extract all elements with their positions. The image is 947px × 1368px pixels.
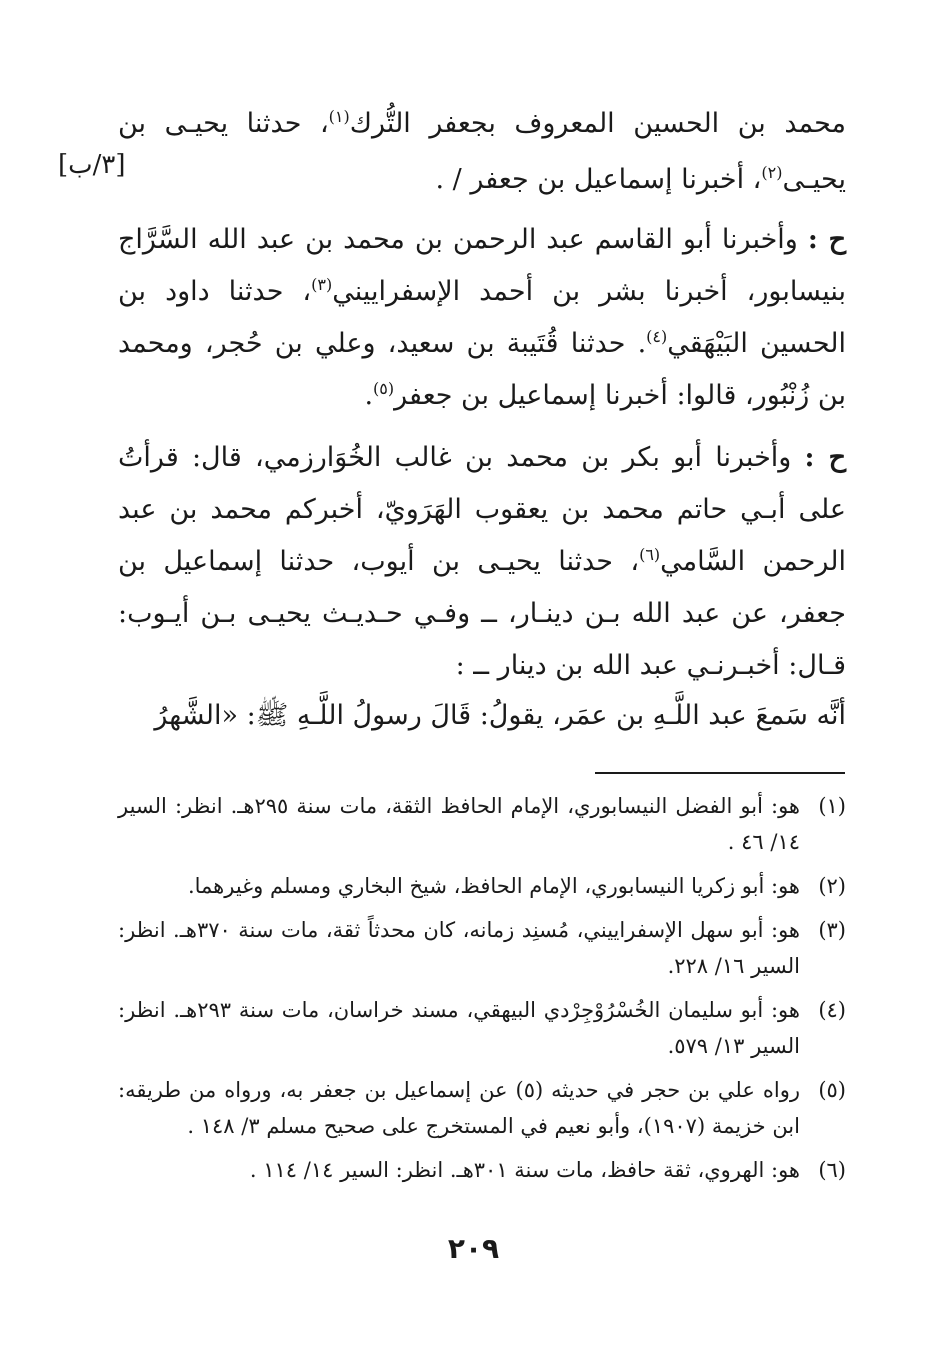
footnote-ref-5: (٥)	[373, 379, 395, 398]
paragraph-2	[118, 214, 846, 422]
paragraph-4-text: أنَّه سَمعَ عبد اللَّـهِ بن عمَر، يقولُ: قَالَ رسولُ اللَّـهِ ﷺ: «الشَّهرُ	[154, 700, 846, 731]
footnote-number: (٥)	[818, 1078, 846, 1102]
page-number: ٢٠٩	[447, 1232, 500, 1265]
paragraph-3	[118, 432, 846, 692]
paragraph-3-lead: ح :	[804, 442, 846, 473]
paragraph-1-text-c: ، أخبرنا إسماعيل بن جعفر / .	[435, 164, 762, 195]
folio-reference: [٣/ب]	[58, 150, 126, 180]
footnote-number: (١)	[818, 794, 846, 818]
footnote-text: هو: أبو زكريا النيسابوري، الإمام الحافظ، شيخ البخاري ومسلم وغيرهما.	[187, 874, 800, 898]
footnote-ref-4: (٤)	[646, 327, 668, 346]
paragraph-1	[118, 96, 846, 208]
footnote-item	[118, 992, 846, 1064]
paragraph-2-text-d: .	[364, 380, 374, 411]
footnote-text: هو: أبو سليمان الخُسْرُوْجِرْدي البيهقي، مسند خراسان، مات سنة ٢٩٣هـ. انظر: السير ١٣/ ٥٧٩.	[118, 998, 800, 1058]
footnote-text: رواه علي بن حجر في حديثه (٥) عن إسماعيل بن جعفر به، ورواه من طريقه: ابن خزيمة (١٩٠٧)، وأبو نعيم في المستخرج على صحيح مسلم ٣/ ١٤٨ .	[118, 1078, 800, 1138]
footnotes	[118, 788, 846, 1196]
paragraph-1-text-a: محمد بن الحسين المعروف بجعفر التُّرك	[349, 108, 846, 139]
paragraph-2-text-c: . حدثنا قُتَيبة بن سعيد، وعلي بن حُجر، ومحمد بن زُنْبُور، قالوا: أخبرنا إسماعيل بن جعفر	[118, 328, 846, 411]
paragraph-2-text-a: وأخبرنا أبو القاسم عبد الرحمن بن محمد بن عبد الله السَّرَّاج بنيسابور، أخبرنا بشر بن أحمد الإسفراييني	[118, 224, 846, 307]
footnote-text: هو: أبو سهل الإسفراييني، مُسنِد زمانه، كان محدثاً ثقة، مات سنة ٣٧٠هـ. انظر: السير ١٦/ ٢٢٨.	[118, 918, 800, 978]
paragraph-4	[118, 688, 846, 744]
footnote-item	[118, 788, 846, 860]
paragraph-3-text-b: ، حدثنا يحيـى بن أيوب، حدثنا إسماعيل بن جعفر، عن عبد الله بـن دينـار، ــ وفـي حـديـث يحيـى بـن أيـوب: قـال: أخبـرنـي عبد الله بن دينار ــ :	[118, 546, 846, 681]
footnote-ref-6: (٦)	[639, 545, 661, 564]
footnote-item	[118, 1072, 846, 1144]
footnote-separator	[595, 772, 845, 774]
footnote-ref-3: (٣)	[311, 275, 333, 294]
footnote-item	[118, 912, 846, 984]
footnote-number: (٣)	[818, 918, 846, 942]
footnote-ref-1: (١)	[328, 107, 350, 126]
paragraph-2-text-b: ، حدثنا داود بن الحسين البَيْهَقي	[118, 276, 846, 359]
footnote-number: (٦)	[818, 1158, 846, 1182]
paragraph-2-lead: ح :	[807, 224, 846, 255]
footnote-text: هو: الهروي، ثقة حافظ، مات سنة ٣٠١هـ. انظر: السير ١٤/ ١١٤ .	[249, 1158, 800, 1182]
footnote-item	[118, 1152, 846, 1188]
footnote-ref-2: (٢)	[761, 163, 783, 182]
footnote-number: (٢)	[818, 874, 846, 898]
footnote-item	[118, 868, 846, 904]
paragraph-1-text-b: ، حدثنا يحيـى بن يحيـى	[118, 108, 846, 195]
paragraph-3-text-a: وأخبرنا أبو بكر بن محمد بن غالب الخُوَارزمي، قال: قرأتُ على أبـي حاتم محمد بن يعقوب الهَرَويّ، أخبركم محمد بن عبد الرحمن السَّامي	[118, 442, 846, 577]
footnote-number: (٤)	[818, 998, 846, 1022]
footnote-text: هو: أبو الفضل النيسابوري، الإمام الحافظ الثقة، مات سنة ٢٩٥هـ. انظر: السير ١٤/ ٤٦ .	[118, 794, 800, 854]
